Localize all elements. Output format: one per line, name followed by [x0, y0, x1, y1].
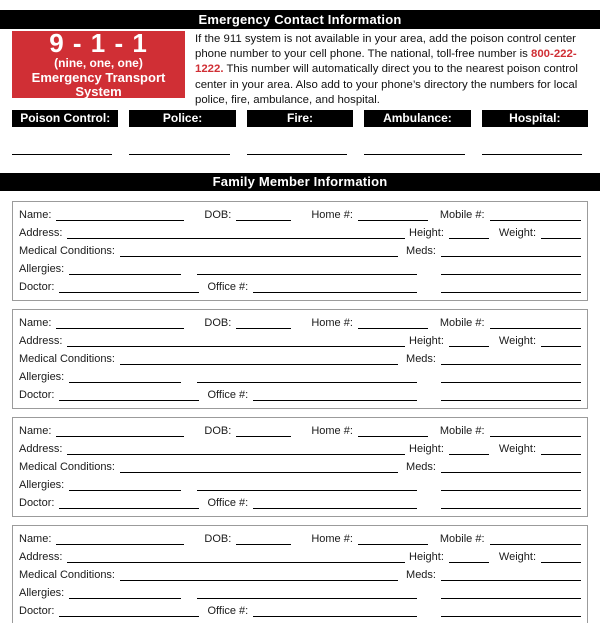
- family-member-card: [12, 417, 588, 517]
- contact-label-police: Police:: [129, 110, 235, 127]
- allergies-continuation-line: [197, 481, 417, 491]
- height-label: Height:: [409, 443, 444, 455]
- allergies-continuation-line: [197, 373, 417, 383]
- 911-pronunciation: (nine, one, one): [54, 56, 143, 70]
- member-row-address: [19, 332, 581, 347]
- member-row-doctor: [19, 278, 581, 293]
- meds-continuation-line: [441, 265, 581, 275]
- office-phone-label: Office #:: [207, 605, 249, 617]
- medical-conditions-blank-line: [120, 463, 398, 473]
- office-phone-label: Office #:: [207, 497, 249, 509]
- allergies-blank-line: [69, 265, 181, 275]
- member-row-doctor: [19, 602, 581, 617]
- name-blank-line: [56, 535, 184, 545]
- home-phone-blank-line: [358, 211, 428, 221]
- home-phone-blank-line: [358, 427, 428, 437]
- meds-label: Meds:: [406, 569, 436, 581]
- mobile-phone-blank-line: [490, 211, 581, 221]
- office-phone-label: Office #:: [207, 281, 249, 293]
- name-label: Name:: [19, 425, 52, 437]
- name-label: Name:: [19, 209, 52, 221]
- member-row-medical: [19, 566, 581, 581]
- family-member-card: [12, 309, 588, 409]
- allergies-label: Allergies:: [19, 479, 65, 491]
- office-phone-blank-line: [253, 499, 417, 509]
- contact-blank-line-hospital: [482, 153, 582, 155]
- emergency-contacts-blank-lines-row: [12, 153, 588, 155]
- medical-conditions-label: Medical Conditions:: [19, 461, 115, 473]
- contact-blank-line-poison-control: [12, 153, 112, 155]
- mobile-phone-label: Mobile #:: [439, 317, 485, 329]
- member-row-name: [19, 206, 581, 221]
- meds-blank-line: [441, 247, 581, 257]
- instructions-text-after: This number will automatically direct you to the nearest poison control center in your area. Also add to your phone’s directory the numbers for local police, fire, ambulance, and hospital.: [195, 63, 578, 106]
- member-row-allergies: [19, 368, 581, 383]
- office-phone-blank-line: [253, 391, 417, 401]
- doctor-blank-line: [59, 391, 199, 401]
- allergies-blank-line: [69, 589, 181, 599]
- home-phone-label: Home #:: [311, 533, 353, 545]
- height-label: Height:: [409, 227, 444, 239]
- name-blank-line: [56, 211, 184, 221]
- weight-label: Weight:: [498, 551, 536, 563]
- dob-label: DOB:: [204, 533, 232, 545]
- mobile-phone-label: Mobile #:: [439, 533, 485, 545]
- doctor-label: Doctor:: [19, 389, 55, 401]
- address-label: Address:: [19, 443, 63, 455]
- member-row-medical: [19, 458, 581, 473]
- contact-label-fire: Fire:: [247, 110, 353, 127]
- family-section-title: Family Member Information: [212, 174, 388, 189]
- 911-number: 9 - 1 - 1: [49, 28, 148, 58]
- weight-blank-line: [541, 229, 581, 239]
- mobile-phone-label: Mobile #:: [439, 209, 485, 221]
- contact-label-hospital: Hospital:: [482, 110, 588, 127]
- contact-label-ambulance: Ambulance:: [364, 110, 470, 127]
- mobile-phone-blank-line: [490, 319, 581, 329]
- emergency-911-section: [0, 29, 600, 110]
- name-blank-line: [56, 319, 184, 329]
- dob-blank-line: [236, 211, 291, 221]
- meds-continuation-line-2: [441, 607, 581, 617]
- member-row-medical: [19, 350, 581, 365]
- medical-conditions-label: Medical Conditions:: [19, 353, 115, 365]
- mobile-phone-blank-line: [490, 535, 581, 545]
- allergies-blank-line: [69, 481, 181, 491]
- meds-blank-line: [441, 571, 581, 581]
- mobile-phone-label: Mobile #:: [439, 425, 485, 437]
- medical-conditions-blank-line: [120, 355, 398, 365]
- meds-continuation-line-2: [441, 391, 581, 401]
- office-phone-label: Office #:: [207, 389, 249, 401]
- address-blank-line: [67, 553, 405, 563]
- weight-label: Weight:: [498, 443, 536, 455]
- emergency-contacts-labels-row: [12, 110, 588, 127]
- home-phone-blank-line: [358, 535, 428, 545]
- meds-blank-line: [441, 463, 581, 473]
- home-phone-label: Home #:: [311, 317, 353, 329]
- medical-conditions-label: Medical Conditions:: [19, 245, 115, 257]
- address-label: Address:: [19, 551, 63, 563]
- page-title: Emergency Contact Information: [198, 12, 402, 27]
- address-blank-line: [67, 337, 405, 347]
- height-blank-line: [449, 553, 489, 563]
- member-row-allergies: [19, 584, 581, 599]
- dob-label: DOB:: [204, 209, 232, 221]
- doctor-label: Doctor:: [19, 605, 55, 617]
- name-blank-line: [56, 427, 184, 437]
- weight-blank-line: [541, 337, 581, 347]
- meds-label: Meds:: [406, 461, 436, 473]
- home-phone-blank-line: [358, 319, 428, 329]
- doctor-blank-line: [59, 607, 199, 617]
- address-label: Address:: [19, 335, 63, 347]
- member-row-medical: [19, 242, 581, 257]
- instructions-text-before: If the 911 system is not available in your area, add the poison control center phone number to your cell phone. The national, toll-free number is: [195, 33, 576, 61]
- office-phone-blank-line: [253, 283, 417, 293]
- contact-blank-line-fire: [247, 153, 347, 155]
- allergies-label: Allergies:: [19, 263, 65, 275]
- home-phone-label: Home #:: [311, 209, 353, 221]
- weight-blank-line: [541, 445, 581, 455]
- mobile-phone-blank-line: [490, 427, 581, 437]
- meds-blank-line: [441, 355, 581, 365]
- meds-label: Meds:: [406, 353, 436, 365]
- height-label: Height:: [409, 551, 444, 563]
- meds-continuation-line: [441, 373, 581, 383]
- allergies-continuation-line: [197, 589, 417, 599]
- doctor-blank-line: [59, 283, 199, 293]
- meds-continuation-line: [441, 589, 581, 599]
- allergies-label: Allergies:: [19, 371, 65, 383]
- weight-blank-line: [541, 553, 581, 563]
- 911-emergency-box: [12, 28, 185, 99]
- dob-blank-line: [236, 535, 291, 545]
- member-row-allergies: [19, 260, 581, 275]
- medical-conditions-label: Medical Conditions:: [19, 569, 115, 581]
- address-blank-line: [67, 229, 405, 239]
- height-label: Height:: [409, 335, 444, 347]
- member-row-address: [19, 440, 581, 455]
- member-row-name: [19, 530, 581, 545]
- contact-blank-line-ambulance: [364, 153, 464, 155]
- contact-label-poison-control: Poison Control:: [12, 110, 118, 127]
- address-blank-line: [67, 445, 405, 455]
- dob-label: DOB:: [204, 317, 232, 329]
- family-member-card: [12, 201, 588, 301]
- allergies-label: Allergies:: [19, 587, 65, 599]
- address-label: Address:: [19, 227, 63, 239]
- member-row-address: [19, 224, 581, 239]
- height-blank-line: [449, 445, 489, 455]
- meds-continuation-line-2: [441, 499, 581, 509]
- weight-label: Weight:: [498, 227, 536, 239]
- dob-blank-line: [236, 427, 291, 437]
- doctor-label: Doctor:: [19, 281, 55, 293]
- height-blank-line: [449, 229, 489, 239]
- section-header-family: [0, 173, 600, 191]
- doctor-blank-line: [59, 499, 199, 509]
- meds-continuation-line-2: [441, 283, 581, 293]
- name-label: Name:: [19, 317, 52, 329]
- contact-blank-line-police: [129, 153, 229, 155]
- dob-blank-line: [236, 319, 291, 329]
- emergency-contact-form: [0, 10, 600, 623]
- allergies-continuation-line: [197, 265, 417, 275]
- meds-continuation-line: [441, 481, 581, 491]
- member-row-allergies: [19, 476, 581, 491]
- dob-label: DOB:: [204, 425, 232, 437]
- section-header-emergency: [0, 10, 600, 29]
- medical-conditions-blank-line: [120, 571, 398, 581]
- weight-label: Weight:: [498, 335, 536, 347]
- poison-control-phone-number: 800-222-1222.: [195, 48, 577, 76]
- member-row-doctor: [19, 386, 581, 401]
- member-row-name: [19, 314, 581, 329]
- height-blank-line: [449, 337, 489, 347]
- family-member-card: [12, 525, 588, 623]
- medical-conditions-blank-line: [120, 247, 398, 257]
- 911-system-label: Emergency Transport System: [31, 70, 166, 99]
- member-row-name: [19, 422, 581, 437]
- home-phone-label: Home #:: [311, 425, 353, 437]
- meds-label: Meds:: [406, 245, 436, 257]
- member-row-doctor: [19, 494, 581, 509]
- member-row-address: [19, 548, 581, 563]
- family-members-list: [0, 201, 600, 623]
- name-label: Name:: [19, 533, 52, 545]
- office-phone-blank-line: [253, 607, 417, 617]
- allergies-blank-line: [69, 373, 181, 383]
- doctor-label: Doctor:: [19, 497, 55, 509]
- poison-control-instructions: [195, 31, 588, 108]
